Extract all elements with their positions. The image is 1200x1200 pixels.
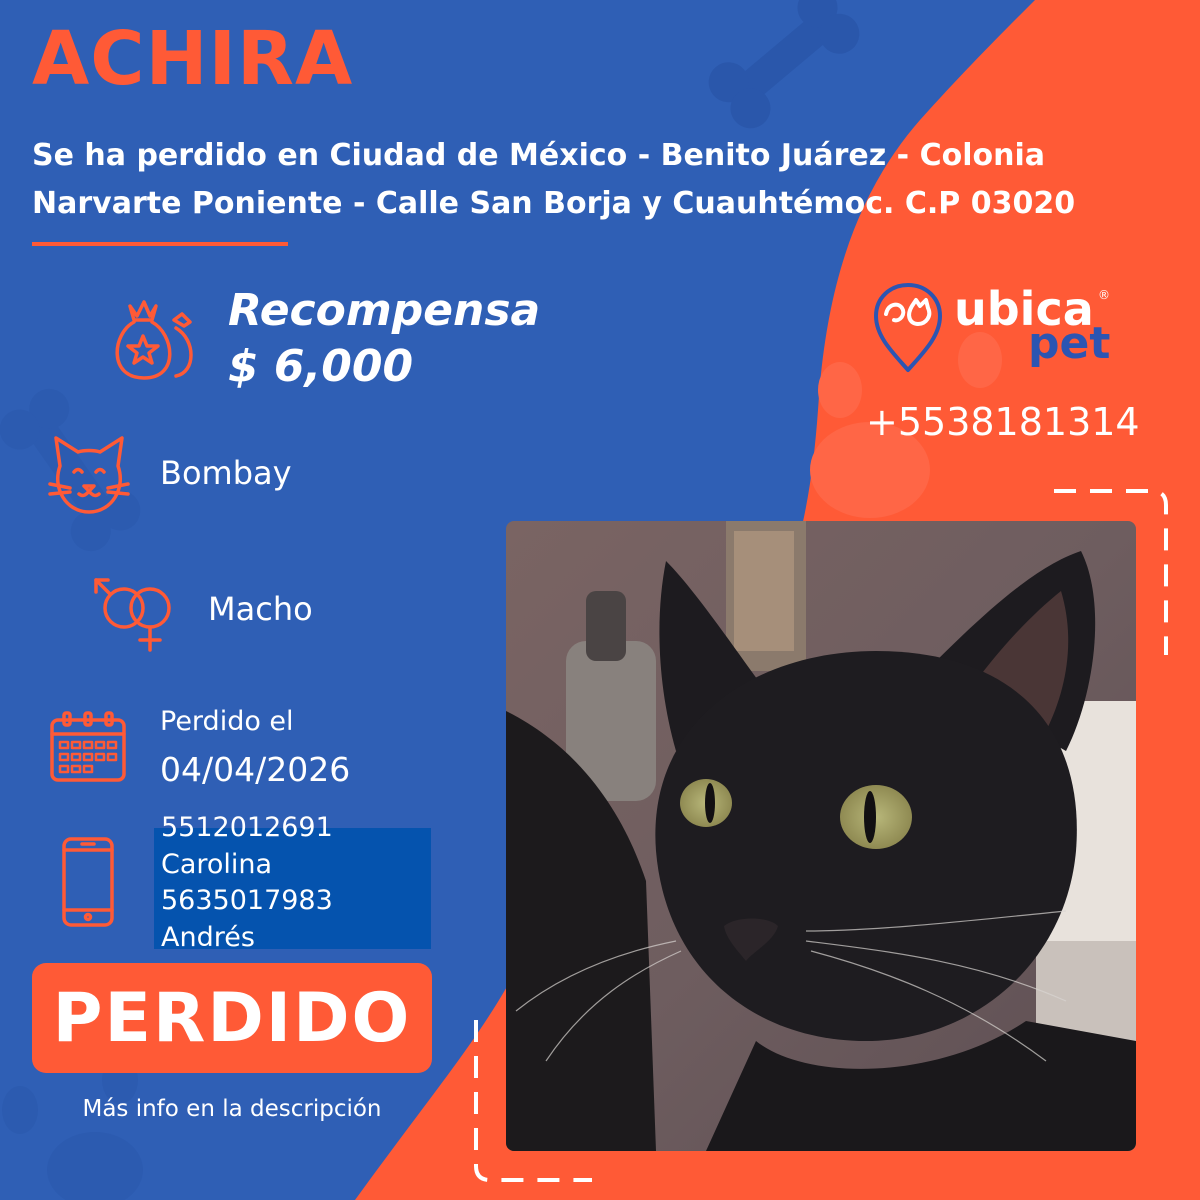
contact-phone[interactable]: 5512012691 bbox=[161, 812, 333, 843]
reward-amount: $ 6,000 bbox=[228, 341, 414, 392]
gender-icon bbox=[92, 574, 182, 654]
registered-mark: ® bbox=[1098, 288, 1110, 302]
status-badge bbox=[32, 963, 432, 1073]
more-info-text: Más info en la descripción bbox=[82, 1096, 382, 1122]
calendar-icon bbox=[48, 710, 128, 784]
black-cat-illustration bbox=[506, 521, 1136, 1151]
phone-icon bbox=[60, 836, 116, 928]
lost-date-label: Perdido el bbox=[160, 706, 294, 737]
sex-value: Macho bbox=[208, 590, 313, 628]
pet-photo bbox=[506, 521, 1136, 1151]
money-bags-icon bbox=[104, 290, 200, 386]
contact-name: Carolina bbox=[161, 848, 273, 880]
bone-decoration-icon bbox=[700, 0, 867, 136]
brand-subname: pet bbox=[1028, 318, 1111, 369]
pet-name: ACHIRA bbox=[32, 16, 354, 102]
reward-label: Recompensa bbox=[228, 285, 541, 336]
location-pin-icon bbox=[872, 282, 944, 374]
brand-logo bbox=[872, 282, 1122, 374]
status-label: PERDIDO bbox=[52, 978, 412, 1058]
contact-name: Andrés bbox=[161, 921, 255, 953]
lost-location: Se ha perdido en Ciudad de México - Benito Juárez - Colonia Narvarte Poniente - Calle San Borja y Cuauhtémoc. C.P 03020 bbox=[32, 138, 1076, 221]
contact-list bbox=[161, 810, 333, 956]
lost-date-value: 04/04/2026 bbox=[160, 750, 351, 789]
cat-face-icon bbox=[46, 432, 132, 518]
brand-phone[interactable]: +5538181314 bbox=[866, 400, 1140, 444]
contact-phone[interactable]: 5635017983 bbox=[161, 885, 333, 916]
divider bbox=[32, 242, 288, 246]
brand-name: ubica bbox=[954, 282, 1094, 336]
breed-value: Bombay bbox=[160, 454, 292, 492]
paw-decoration-icon bbox=[2, 1056, 143, 1200]
